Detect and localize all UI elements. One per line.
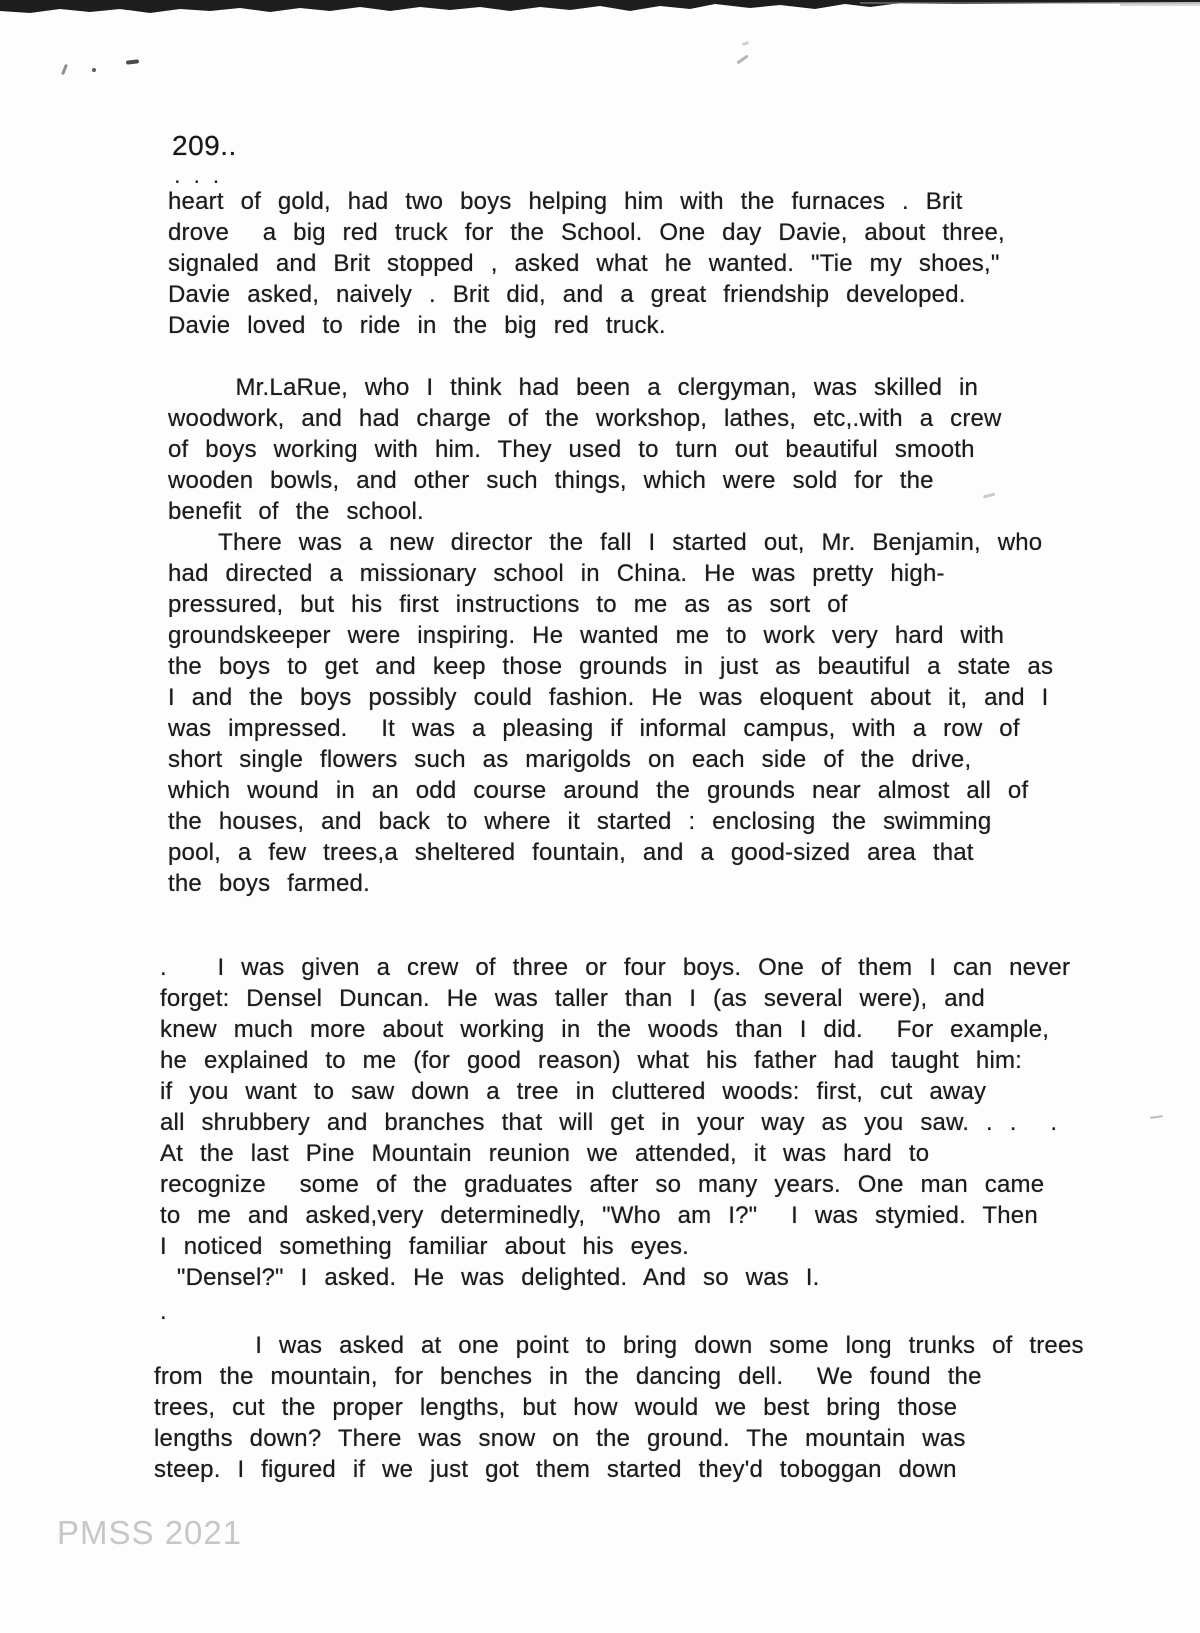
- scan-edge-artifact: [0, 0, 1200, 16]
- text-line: woodwork, and had charge of the workshop, lathes, etc,.with a crew: [168, 405, 1002, 432]
- text-line: There was a new director the fall I started out, Mr. Benjamin, who: [168, 529, 1043, 556]
- text-line: Davie asked, naively . Brit did, and a great friendship developed.: [168, 281, 966, 308]
- watermark: PMSS 2021: [57, 1514, 243, 1551]
- text-line: if you want to saw down a tree in cluttered woods: first, cut away: [160, 1078, 987, 1105]
- text-line: groundskeeper were inspiring. He wanted me to work very hard with: [168, 622, 1005, 649]
- text-line: from the mountain, for benches in the dancing dell. We found the: [154, 1363, 982, 1390]
- text-line: pressured, but his first instructions to me as as sort of: [168, 591, 848, 618]
- text-line: all shrubbery and branches that will get in your way as you saw. . . .: [160, 1109, 1058, 1136]
- page-number: 209..: [172, 130, 237, 161]
- text-line: which wound in an odd course around the grounds near almost all of: [168, 777, 1029, 804]
- scan-speck-dot: [92, 68, 96, 72]
- text-line: trees, cut the proper lengths, but how would we best bring those: [154, 1394, 958, 1421]
- text-line: heart of gold, had two boys helping him with the furnaces . Brit: [168, 188, 963, 215]
- scan-speck-dash-right: [1150, 1115, 1163, 1119]
- text-line: knew much more about working in the woods than I did. For example,: [160, 1016, 1050, 1043]
- text-line: he explained to me (for good reason) what his father had taught him:: [160, 1047, 1023, 1074]
- text-line: signaled and Brit stopped , asked what he wanted. "Tie my shoes,": [168, 250, 1000, 277]
- scan-speck-dash: [126, 59, 139, 64]
- text-line: the houses, and back to where it started : enclosing the swimming: [168, 808, 992, 835]
- text-line: At the last Pine Mountain reunion we attended, it was hard to: [160, 1140, 930, 1167]
- text-line: I noticed something familiar about his eyes.: [160, 1233, 690, 1260]
- text-line: the boys farmed.: [168, 870, 370, 897]
- text-line: lengths down? There was snow on the ground. The mountain was: [154, 1425, 966, 1452]
- scan-speck-slash: [61, 64, 68, 75]
- text-line: drove a big red truck for the School. One day Davie, about three,: [168, 219, 1005, 246]
- paragraph-mr-larue: [168, 372, 1002, 527]
- text-line: "Densel?" I asked. He was delighted. And so was I.: [160, 1264, 820, 1291]
- text-line: of boys working with him. They used to turn out beautiful smooth: [168, 436, 975, 463]
- paragraph-densel-duncan: [160, 952, 1070, 1293]
- text-line: wooden bowls, and other such things, which were sold for the: [168, 467, 934, 494]
- text-line: the boys to get and keep those grounds in just as beautiful a state as: [168, 653, 1054, 680]
- scan-edge-shape: [0, 0, 1200, 16]
- paragraph-mr-benjamin: [168, 527, 1053, 899]
- text-line: I and the boys possibly could fashion. He was eloquent about it, and I: [168, 684, 1049, 711]
- text-line: to me and asked,very determinedly, "Who am I?" I was stymied. Then: [160, 1202, 1038, 1229]
- scan-speck-slash-faint: [736, 55, 748, 65]
- paragraph-tree-trunks: [154, 1330, 1084, 1485]
- stray-period-line: [160, 1296, 167, 1327]
- text-line: .: [160, 1298, 167, 1325]
- text-line: had directed a missionary school in China. He was pretty high-: [168, 560, 945, 587]
- text-line: I was asked at one point to bring down some long trunks of trees: [154, 1332, 1084, 1359]
- paragraph-brit-truck: [168, 186, 1005, 341]
- text-line: forget: Densel Duncan. He was taller than I (as several were), and: [160, 985, 985, 1012]
- text-line: was impressed. It was a pleasing if informal campus, with a row of: [168, 715, 1020, 742]
- text-line: recognize some of the graduates after so many years. One man came: [160, 1171, 1045, 1198]
- ellipsis-line: . . .: [174, 162, 220, 189]
- text-line: . I was given a crew of three or four boys. One of them I can never: [160, 954, 1071, 981]
- text-line: benefit of the school.: [168, 498, 424, 525]
- text-line: pool, a few trees,a sheltered fountain, and a good-sized area that: [168, 839, 974, 866]
- text-line: steep. I figured if we just got them started they'd toboggan down: [154, 1456, 957, 1483]
- text-line: short single flowers such as marigolds on each side of the drive,: [168, 746, 972, 773]
- scan-speck-faint: [742, 41, 750, 46]
- text-line: Mr.LaRue, who I think had been a clergyman, was skilled in: [168, 374, 979, 401]
- text-line: Davie loved to ride in the big red truck.: [168, 312, 666, 339]
